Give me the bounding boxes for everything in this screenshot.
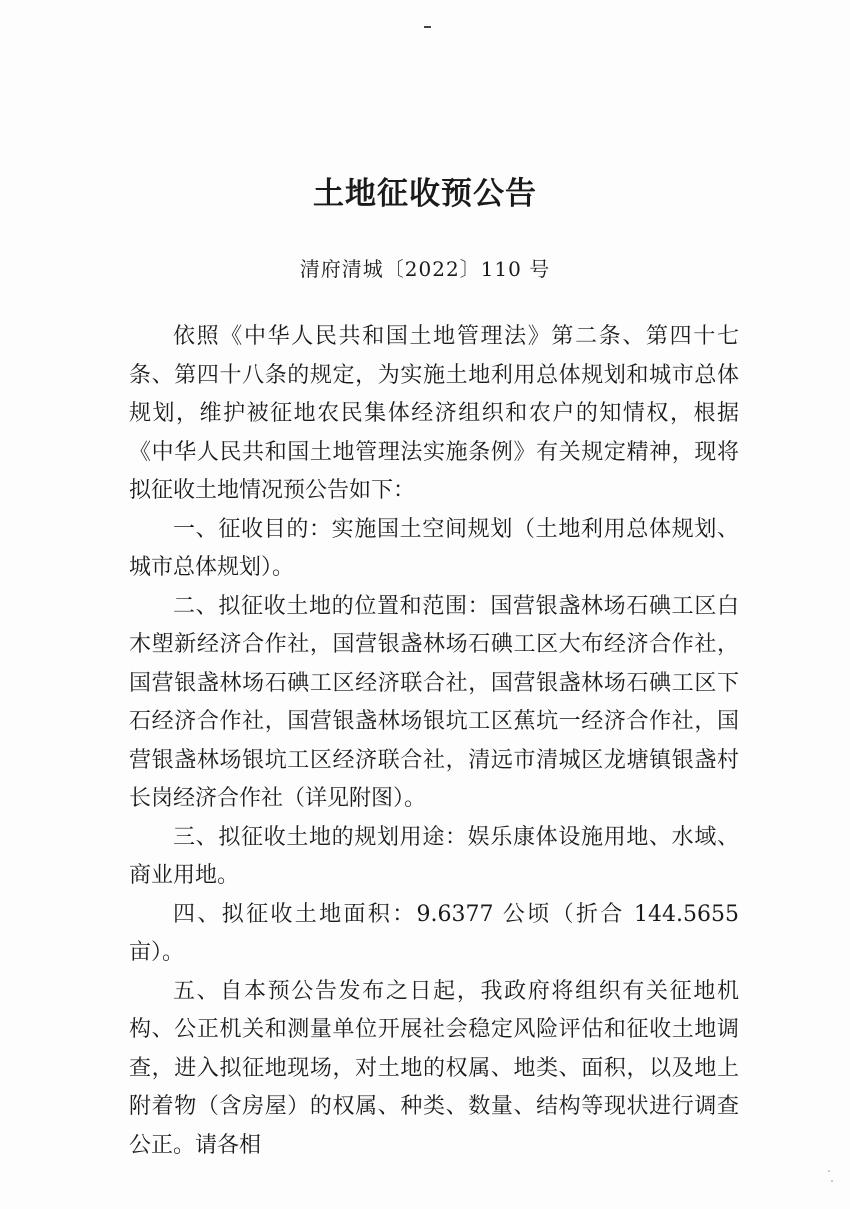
paragraph-location: 二、拟征收土地的位置和范围：国营银盏林场石碘工区白木塱新经济合作社，国营银盏林场石碘工区大布经济合作社，国营银盏林场石碘工区经济联合社，国营银盏林场石碘工区下石经济合作社，国营银盏林场银坑工区蕉坑一经济合作社，国营银盏林场银坑工区经济联合社，清远市清城区龙塘镇银盏村长岗经济合作社（详见附图）。 (129, 593, 739, 811)
document-body (129, 318, 739, 1165)
paragraph-survey: 五、自本预公告发布之日起，我政府将组织有关征地机构、公正机关和测量单位开展社会稳定风险评估和征收土地调查，进入拟征地现场，对土地的权属、地类、面积，以及地上附着物（含房屋）的权属、种类、数量、结构等现状进行调查公正。请各相 (129, 978, 739, 1158)
document-number: 清府清城〔2022〕110 号 (299, 257, 551, 281)
document-title: 土地征收预公告 (313, 176, 537, 212)
scan-speck (831, 1180, 833, 1182)
paragraph-usage: 三、拟征收土地的规划用途：娱乐康体设施用地、水域、商业用地。 (129, 824, 739, 888)
paragraph-purpose: 一、征收目的：实施国土空间规划（土地利用总体规划、城市总体规划）。 (129, 516, 739, 580)
scan-speck (828, 1170, 830, 1172)
paragraph-area: 四、拟征收土地面积：9.6377 公顷（折合 144.5655 亩）。 (129, 901, 739, 965)
paragraph-intro: 依照《中华人民共和国土地管理法》第二条、第四十七条、第四十八条的规定，为实施土地利用总体规划和城市总体规划，维护被征地农民集体经济组织和农户的知情权，根据《中华人民共和国土地管理法实施条例》有关规定精神，现将拟征收土地情况预公告如下： (129, 324, 739, 503)
scan-mark (424, 26, 431, 28)
